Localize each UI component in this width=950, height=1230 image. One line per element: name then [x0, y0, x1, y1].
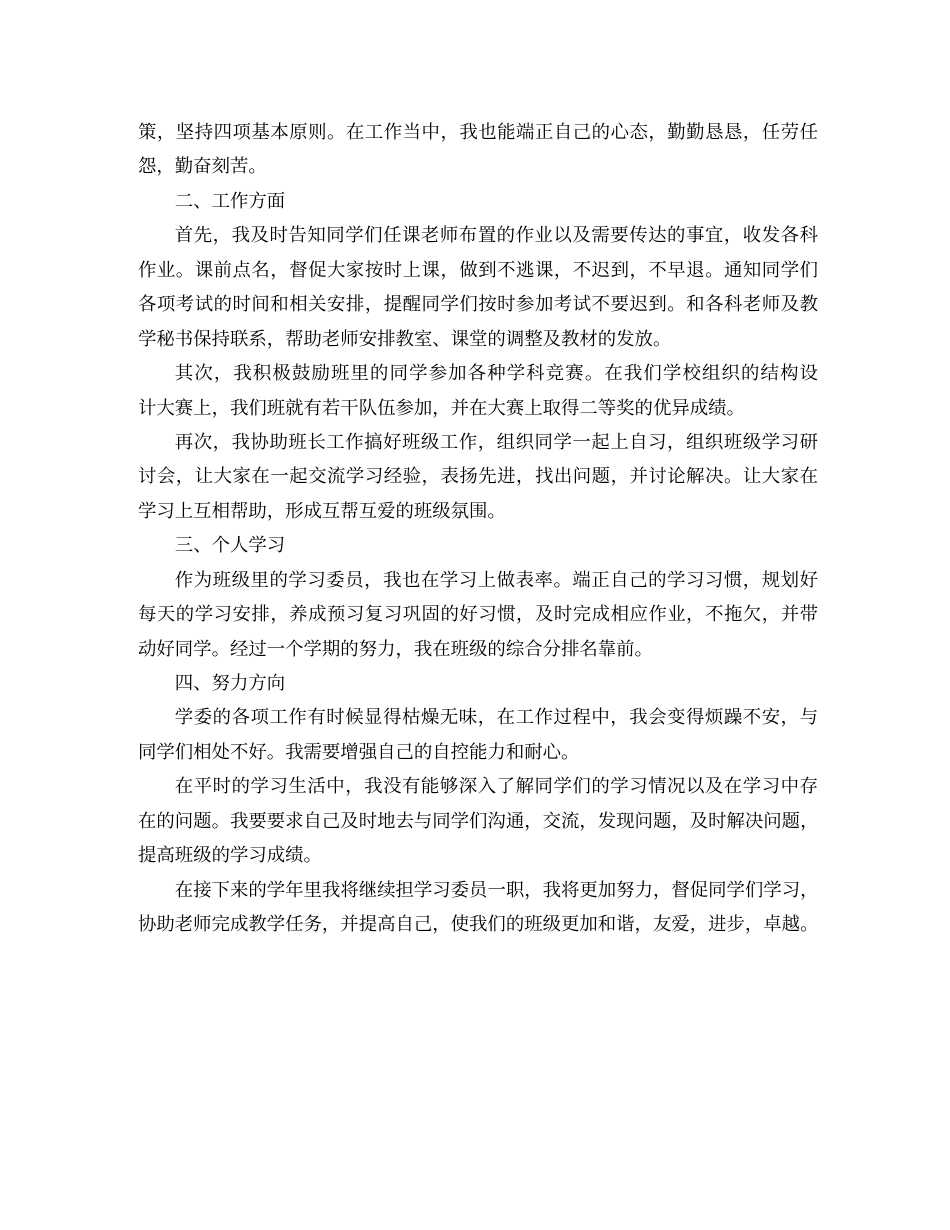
text-line: 提高班级的学习成绩。 [138, 845, 322, 867]
text-line: 怨，勤奋刻苦。 [138, 156, 267, 178]
text-line: 再次，我协助班长工作搞好班级工作，组织同学一起上自习，组织班级学习研 [174, 431, 818, 453]
text-line: 在的问题。我要要求自己及时地去与同学们沟通，交流，发现问题，及时解决问题， [138, 810, 818, 832]
text-line: 其次，我积极鼓励班里的同学参加各种学科竞赛。在我们学校组织的结构设 [174, 363, 818, 385]
text-line: 同学们相处不好。我需要增强自己的自控能力和耐心。 [138, 741, 580, 763]
document-body [138, 116, 818, 943]
text-line: 学秘书保持联系，帮助老师安排教室、课堂的调整及教材的发放。 [138, 328, 672, 350]
text-line: 每天的学习安排，养成预习复习巩固的好习惯，及时完成相应作业，不拖欠，并带 [138, 604, 818, 626]
text-line: 策，坚持四项基本原则。在工作当中，我也能端正自己的心态，勤勤恳恳，任劳任 [138, 122, 818, 143]
text-line: 作业。课前点名，督促大家按时上课，做到不逃课，不迟到，不早退。通知同学们 [138, 259, 818, 281]
section-heading: 四、努力方向 [174, 673, 286, 694]
section-heading: 二、工作方面 [174, 190, 286, 212]
text-line: 计大赛上，我们班就有若干队伍参加，并在大赛上取得二等奖的优异成绩。 [138, 397, 745, 419]
text-line: 作为班级里的学习委员，我也在学习上做表率。端正自己的学习习惯，规划好 [174, 569, 818, 591]
text-line: 首先，我及时告知同学们任课老师布置的作业以及需要传达的事宜，收发各科 [174, 225, 818, 247]
text-line: 学委的各项工作有时候显得枯燥无味，在工作过程中，我会变得烦躁不安，与 [174, 707, 818, 729]
text-line: 各项考试的时间和相关安排，提醒同学们按时参加考试不要迟到。和各科老师及教 [138, 294, 818, 316]
text-line: 在平时的学习生活中，我没有能够深入了解同学们的学习情况以及在学习中存 [174, 776, 818, 798]
text-line: 学习上互相帮助，形成互帮互爱的班级氛围。 [138, 500, 506, 522]
text-line: 在接下来的学年里我将继续担学习委员一职，我将更加努力，督促同学们学习， [174, 879, 818, 901]
section-heading: 三、个人学习 [174, 535, 286, 557]
text-line: 讨会，让大家在一起交流学习经验，表扬先进，找出问题，并讨论解决。让大家在 [138, 466, 818, 488]
text-line: 动好同学。经过一个学期的努力，我在班级的综合分排名靠前。 [138, 638, 653, 660]
text-line: 协助老师完成教学任务，并提高自己，使我们的班级更加和谐，友爱，进步，卓越。 [138, 914, 818, 936]
